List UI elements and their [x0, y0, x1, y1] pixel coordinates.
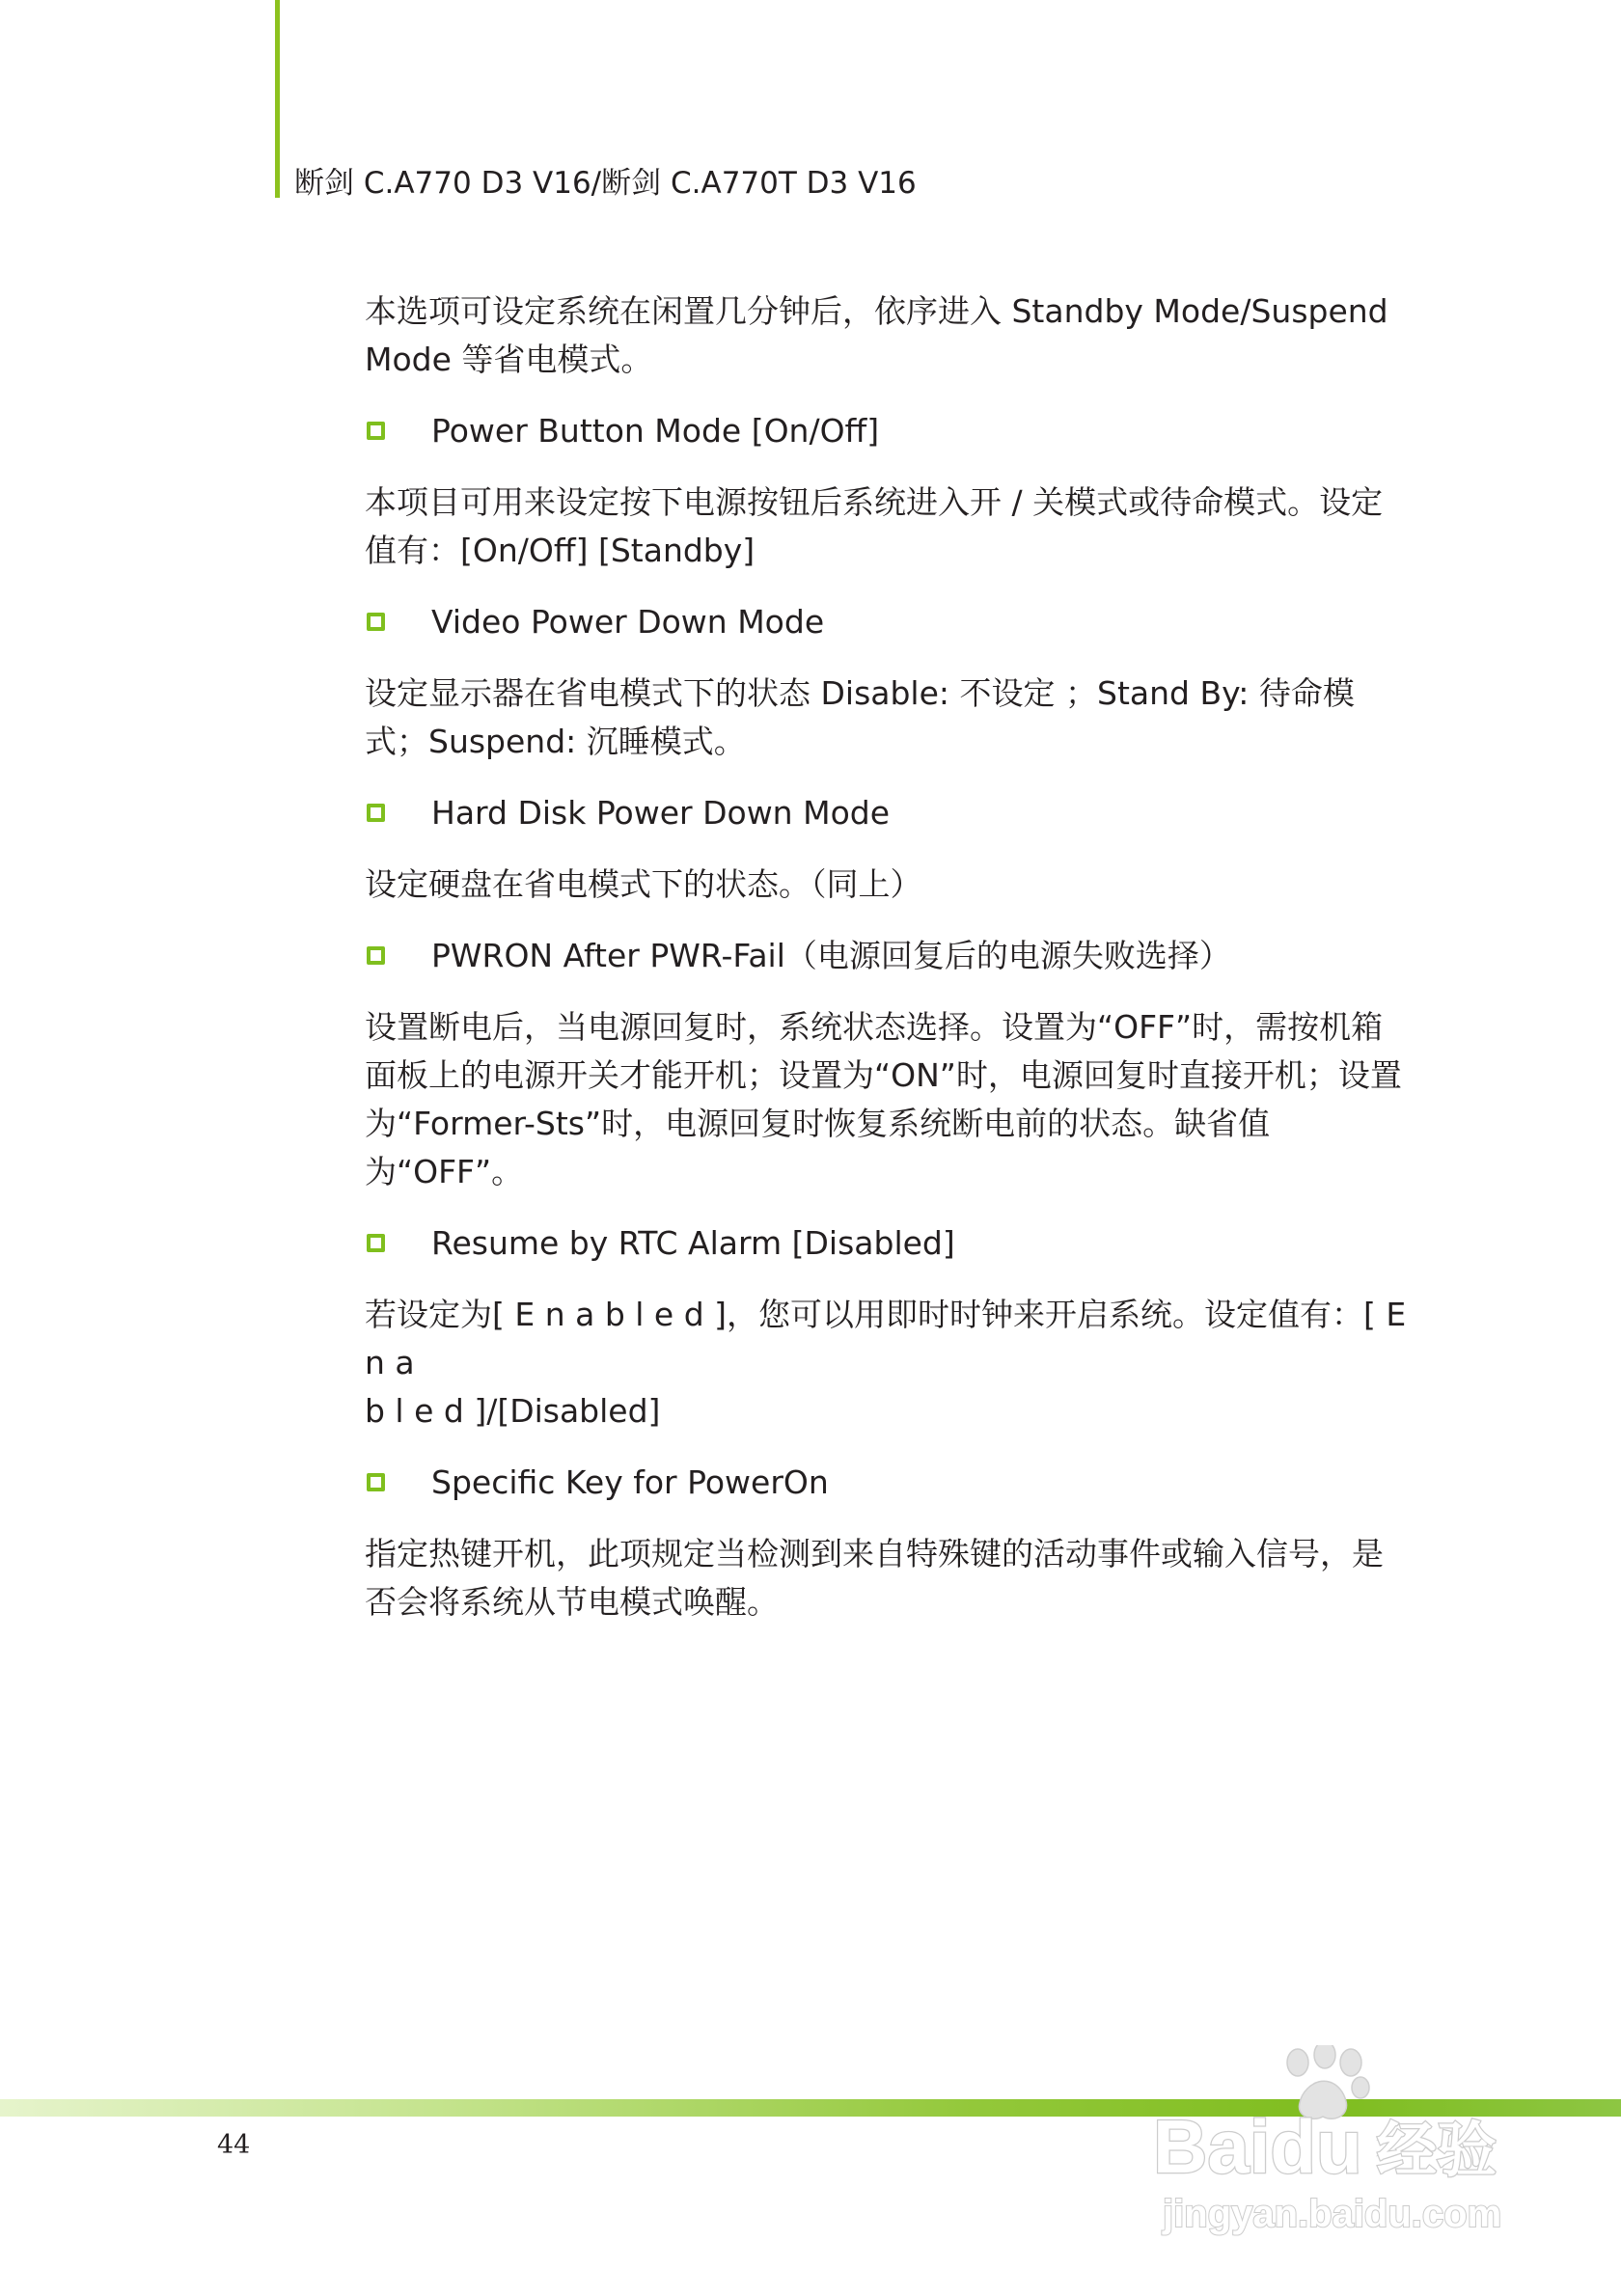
page-number: 44: [217, 2130, 251, 2160]
checkbox-bullet-icon: [367, 1234, 385, 1252]
section-title: Specific Key for PowerOn: [431, 1463, 829, 1501]
section-text: 指定热键开机，此项规定当检测到来自特殊键的活动事件或输入信号，是: [365, 1535, 1384, 1572]
baidu-paw-logo-icon: [1153, 2045, 1539, 2238]
section-heading: [365, 598, 1416, 646]
section-text: b l e d ]/[Disabled]: [365, 1392, 661, 1430]
page-header: 断剑 C.A770 D3 V16/断剑 C.A770T D3 V16: [294, 166, 917, 201]
section-text: 面板上的电源开关才能开机；设置为“ON”时，电源回复时直接开机；设置: [365, 1056, 1402, 1094]
intro-line: 本选项可设定系统在闲置几分钟后，依序进入 Standby Mode/Suspend: [365, 292, 1388, 330]
section-text: 设定显示器在省电模式下的状态 Disable: 不设定 ；Stand By: 待命模: [365, 674, 1355, 712]
baidu-jingyan-watermark: [1153, 2045, 1539, 2238]
checkbox-bullet-icon: [367, 946, 385, 965]
section-heading: [365, 932, 1416, 980]
section-text: 设置断电后，当电源回复时，系统状态选择。设置为“OFF”时，需按机箱: [365, 1008, 1384, 1046]
section-text: 本项目可用来设定按下电源按钮后系统进入开 / 关模式或待命模式。设定: [365, 483, 1384, 521]
page-body: [365, 287, 1416, 1626]
section-title: Power Button Mode [On/Off]: [431, 412, 880, 450]
section-text: 否会将系统从节电模式唤醒。: [365, 1583, 779, 1621]
section-text: 式；Suspend: 沉睡模式。: [365, 723, 746, 760]
intro-line: Mode 等省电模式。: [365, 341, 653, 378]
section-title: Resume by RTC Alarm [Disabled]: [431, 1224, 955, 1262]
section-title: PWRON After PWR-Fail（电源回复后的电源失败选择）: [431, 937, 1231, 974]
section-heading: [365, 789, 1416, 837]
section-text: 为“Former-Sts”时，电源回复时恢复系统断电前的状态。缺省值为“OFF”。: [365, 1105, 1271, 1190]
svg-text:jingyan.baidu.com: jingyan.baidu.com: [1163, 2193, 1502, 2235]
header-accent-bar: [275, 0, 280, 198]
section-text: 值有：[On/Off] [Standby]: [365, 532, 756, 569]
checkbox-bullet-icon: [367, 1473, 385, 1491]
checkbox-bullet-icon: [367, 422, 385, 440]
section-heading: [365, 407, 1416, 455]
svg-text:经验: 经验: [1377, 2118, 1497, 2184]
section-heading: [365, 1459, 1416, 1507]
section-title: Hard Disk Power Down Mode: [431, 794, 891, 832]
section-heading: [365, 1219, 1416, 1268]
checkbox-bullet-icon: [367, 804, 385, 822]
svg-text:Baidu: Baidu: [1153, 2104, 1362, 2189]
section-title: Video Power Down Mode: [431, 603, 825, 641]
section-text: 若设定为[ E n a b l e d ]，您可以用即时时钟来开启系统。设定值有：[ E n a: [365, 1296, 1407, 1381]
checkbox-bullet-icon: [367, 613, 385, 631]
section-text: 设定硬盘在省电模式下的状态。（同上）: [365, 865, 922, 903]
